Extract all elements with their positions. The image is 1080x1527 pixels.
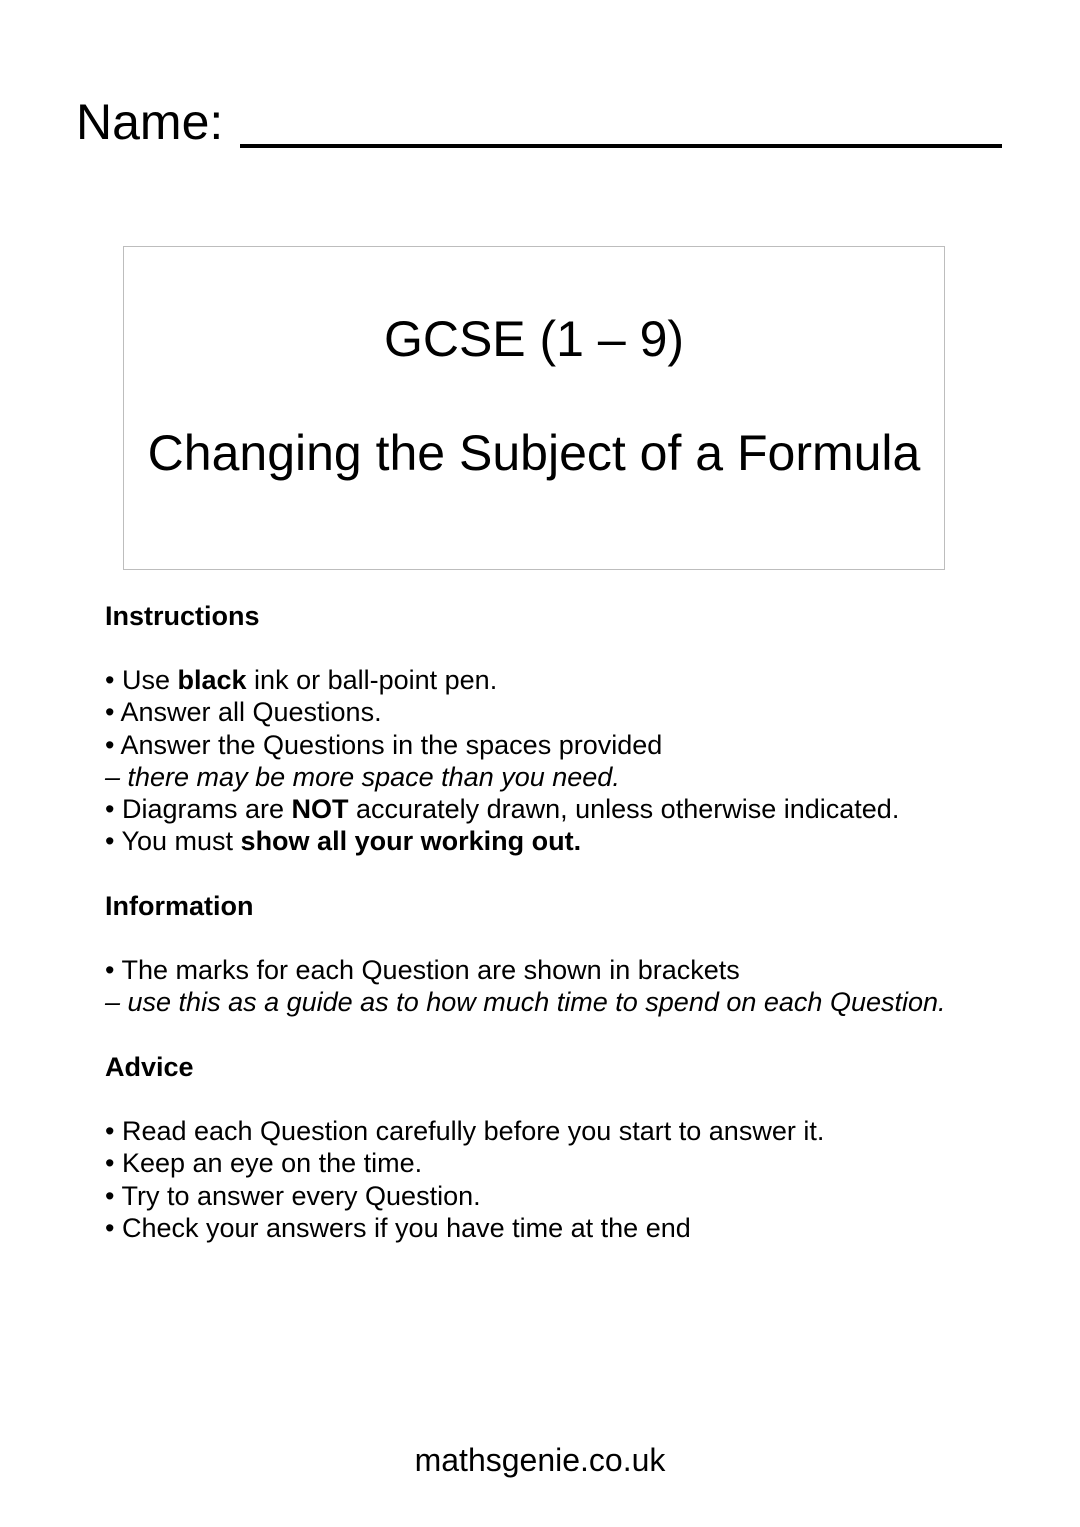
instruction-text: Use	[121, 665, 178, 695]
instruction-item	[105, 825, 1065, 857]
instruction-note: – there may be more space than you need.	[105, 761, 620, 792]
information-heading: Information	[105, 891, 254, 922]
topic-title: Changing the Subject of a Formula	[147, 425, 921, 481]
information-note: – use this as a guide as to how much time to spend on each Question.	[105, 987, 946, 1018]
information-item: • The marks for each Question are shown in brackets	[105, 955, 740, 986]
instruction-emphasis: black	[177, 665, 247, 695]
advice-item: • Read each Question carefully before you start to answer it.	[105, 1115, 825, 1146]
instruction-item: • Answer all Questions.	[105, 697, 382, 728]
advice-item: • Check your answers if you have time at the end	[105, 1212, 691, 1243]
instruction-emphasis: NOT	[291, 794, 349, 825]
advice-heading: Advice	[105, 1051, 194, 1082]
bullet: •	[105, 794, 122, 825]
instruction-text: You must	[121, 826, 241, 857]
name-answer-line[interactable]	[240, 144, 1002, 148]
name-label: Name:	[76, 94, 224, 150]
spacer	[105, 858, 1065, 890]
bullet: •	[105, 826, 122, 857]
bullet: •	[105, 665, 122, 695]
name-field	[76, 88, 1006, 158]
instruction-item	[105, 793, 1065, 825]
instruction-text: accurately drawn, unless otherwise indicated.	[348, 794, 900, 825]
footer-website: mathsgenie.co.uk	[414, 1442, 666, 1478]
front-page-content	[105, 600, 1065, 1244]
title-box	[123, 246, 945, 570]
instructions-heading: Instructions	[105, 601, 260, 631]
instruction-text: ink or ball-point pen.	[246, 665, 498, 695]
exam-level-title: GCSE (1 – 9)	[383, 311, 685, 367]
instruction-text: Diagrams are	[121, 794, 292, 825]
spacer	[105, 1019, 1065, 1051]
instruction-emphasis: show all your working out.	[240, 826, 582, 857]
instruction-item: • Answer the Questions in the spaces provided	[105, 729, 663, 760]
advice-item: • Keep an eye on the time.	[105, 1148, 423, 1179]
instruction-item	[105, 664, 1065, 696]
advice-item: • Try to answer every Question.	[105, 1180, 481, 1211]
